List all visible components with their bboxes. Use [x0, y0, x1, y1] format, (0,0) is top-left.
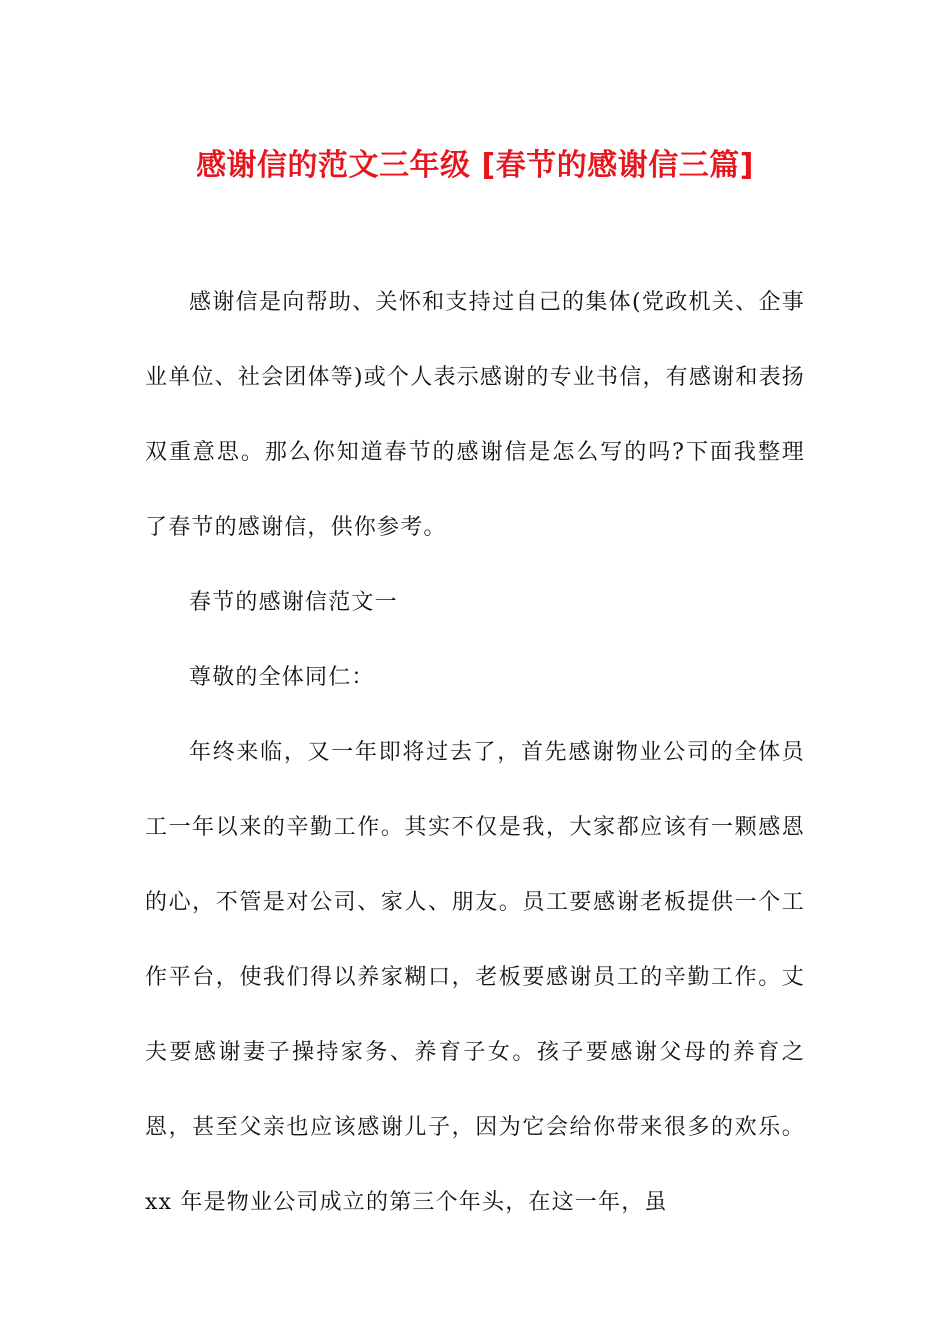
document-body-section-salutation [145, 640, 805, 715]
document-body-section-letter [145, 715, 805, 1240]
paragraph-intro: 感谢信是向帮助、关怀和支持过自己的集体(党政机关、企事业单位、社会团体等)或个人表示感谢的专业书信，有感谢和表扬双重意思。那么你知道春节的感谢信是怎么写的吗?下面我整理了春节的感谢信，供你参考。 [145, 290, 805, 540]
paragraph-salutation: 尊敬的全体同仁： [189, 665, 375, 690]
document-body-section-heading [145, 565, 805, 640]
paragraph-letter-body: 年终来临，又一年即将过去了，首先感谢物业公司的全体员工一年以来的辛勤工作。其实不仅是我，大家都应该有一颗感恩的心，不管是对公司、家人、朋友。员工要感谢老板提供一个工作平台，使我们得以养家糊口，老板要感谢员工的辛勤工作。丈夫要感谢妻子操持家务、养育子女。孩子要感谢父母的养育之恩，甚至父亲也应该感谢儿子，因为它会给你带来很多的欢乐。xx 年是物业公司成立的第三个年头，在这一年，虽 [145, 740, 805, 1215]
document-title: 感谢信的范文三年级 [春节的感谢信三篇] [196, 148, 754, 183]
paragraph-sample-heading: 春节的感谢信范文一 [189, 590, 398, 615]
document-body-section-intro [145, 265, 805, 565]
